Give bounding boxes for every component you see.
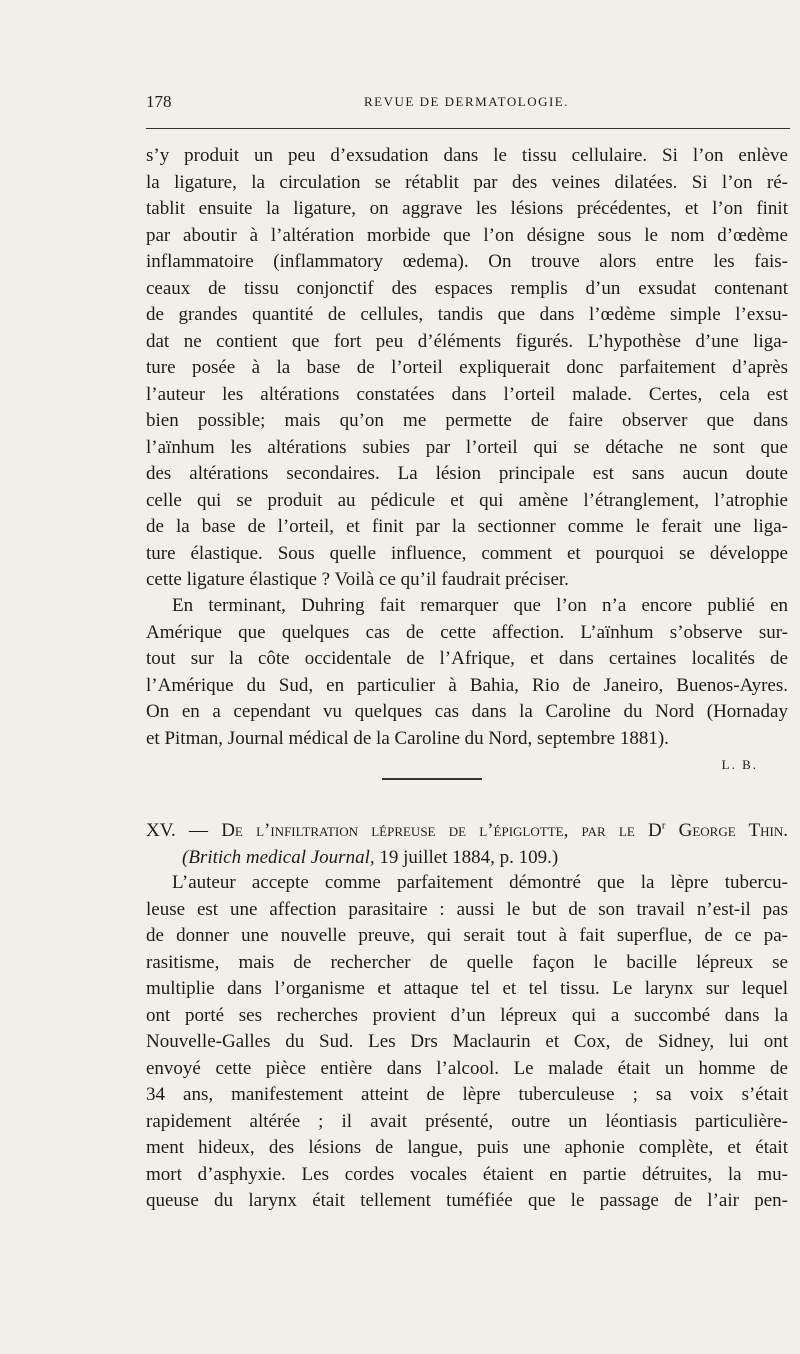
text-line: ture élastique. Sous quelle influence, comment et pourquoi se développe — [146, 542, 788, 564]
text-line: leuse est une affection parasitaire : aussi le but de son travail n’est-il pas — [146, 898, 788, 920]
article-citation — [146, 845, 788, 872]
text-line: l’aïnhum les altérations subies par l’orteil qui se détache ne sont que — [146, 436, 788, 458]
text-line: s’y produit un peu d’exsudation dans le tissu cellulaire. Si l’on enlève — [146, 145, 788, 166]
text-line: par aboutir à l’altération morbide que l’on désigne sous le nom d’œdème — [146, 224, 788, 246]
text-line: dat ne contient que fort peu d’éléments figurés. L’hypothèse d’une liga- — [146, 330, 788, 352]
text-line: rapidement altérée ; il avait présenté, outre un léontiasis particulière- — [146, 1110, 788, 1132]
text-line: l’auteur les altérations constatées dans l’orteil malade. Certes, cela est — [146, 383, 788, 405]
paragraph-continued — [146, 143, 788, 594]
text-line: la ligature, la circulation se rétablit par des veines dilatées. Si l’on ré- — [146, 171, 788, 193]
text-line: On en a cependant vu quelques cas dans la Caroline du Nord (Hornaday — [146, 701, 788, 722]
text-line: Amérique que quelques cas de cette affection. L’aïnhum s’observe sur- — [146, 621, 788, 643]
paragraph-leprosy — [146, 870, 788, 1215]
text-line: de la base de l’orteil, et finit par la sectionner comme le ferait une liga- — [146, 516, 788, 537]
article-title-line — [146, 818, 788, 845]
citation-details: 19 juillet 1884, p. 109.) — [379, 846, 559, 868]
text-line: tout sur la côte occidentale de l’Afrique, et dans certaines localités de — [146, 648, 788, 669]
paragraph-duhring — [146, 593, 788, 779]
article-number: XV. — — [146, 820, 208, 841]
article-title: De l’infiltration lépreuse de l’épiglotte, par le D — [221, 820, 662, 841]
page-number: 178 — [146, 92, 172, 111]
text-line: celle qui se produit au pédicule et qui amène l’étranglement, l’atrophie — [146, 489, 788, 511]
text-line: rasitisme, mais de rechercher de quelle façon le bacille lépreux se — [146, 951, 788, 973]
text-line: ment hideux, des lésions de langue, puis une aphonie complète, et était — [146, 1137, 788, 1158]
section-separator — [382, 778, 482, 780]
text-line: mort d’asphyxie. Les cordes vocales étaient en partie détruites, la mu- — [146, 1163, 788, 1185]
text-line: Nouvelle-Galles du Sud. Les Drs Maclaurin et Cox, de Sidney, lui ont — [146, 1031, 788, 1052]
author-initials: L. B. — [721, 757, 758, 772]
text-line-last: cette ligature élastique ? Voilà ce qu’il faudrait préciser. — [146, 569, 569, 590]
header-rule — [146, 128, 790, 129]
text-line: l’Amérique du Sud, en particulier à Bahia, Rio de Janeiro, Buenos-Ayres. — [146, 674, 788, 696]
text-line: envoyé cette pièce entière dans l’alcool. Le malade était un homme de — [146, 1057, 788, 1079]
text-line: des altérations secondaires. La lésion principale est sans aucun doute — [146, 463, 788, 484]
text-line: de donner une nouvelle preuve, qui serait tout à fait superflue, de ce pa- — [146, 925, 788, 946]
text-line: tablit ensuite la ligature, on aggrave les lésions précédentes, et l’on finit — [146, 198, 788, 219]
text-line: ont porté ses recherches provient d’un lépreux qui a succombé dans la — [146, 1004, 788, 1026]
citation-journal: (Britich medical Journal, — [182, 846, 375, 868]
text-line: queuse du larynx était tellement tuméfiée que le passage de l’air pen- — [146, 1190, 788, 1211]
running-head — [146, 92, 790, 116]
running-title: REVUE DE DERMATOLOGIE. — [364, 94, 569, 109]
text-line: inflammatoire (inflammatory œdema). On trouve alors entre les fais- — [146, 251, 788, 272]
text-line: multiplie dans l’organisme et attaque tel et tel tissu. Le larynx sur lequel — [146, 978, 788, 999]
text-line: bien possible; mais qu’on me permette de faire observer que dans — [146, 410, 788, 431]
text-line: de grandes quantité de cellules, tandis que dans l’œdème simple l’exsu- — [146, 304, 788, 325]
text-line: ceaux de tissu conjonctif des espaces remplis d’un exsudat contenant — [146, 277, 788, 299]
text-line: ture posée à la base de l’orteil expliquerait donc parfaitement d’après — [146, 357, 788, 378]
article-heading — [146, 818, 788, 871]
text-line: 34 ans, manifestement atteint de lèpre tuberculeuse ; sa voix s’était — [146, 1084, 788, 1105]
text-line: L’auteur accepte comme parfaitement démontré que la lèpre tubercu- — [172, 872, 788, 893]
title-superscript: r — [661, 819, 666, 832]
article-author: George Thin. — [678, 820, 788, 841]
text-line-last: et Pitman, Journal médical de la Caroline du Nord, septembre 1881). — [146, 727, 669, 749]
text-line: En terminant, Duhring fait remarquer que l’on n’a encore publié en — [172, 595, 788, 616]
